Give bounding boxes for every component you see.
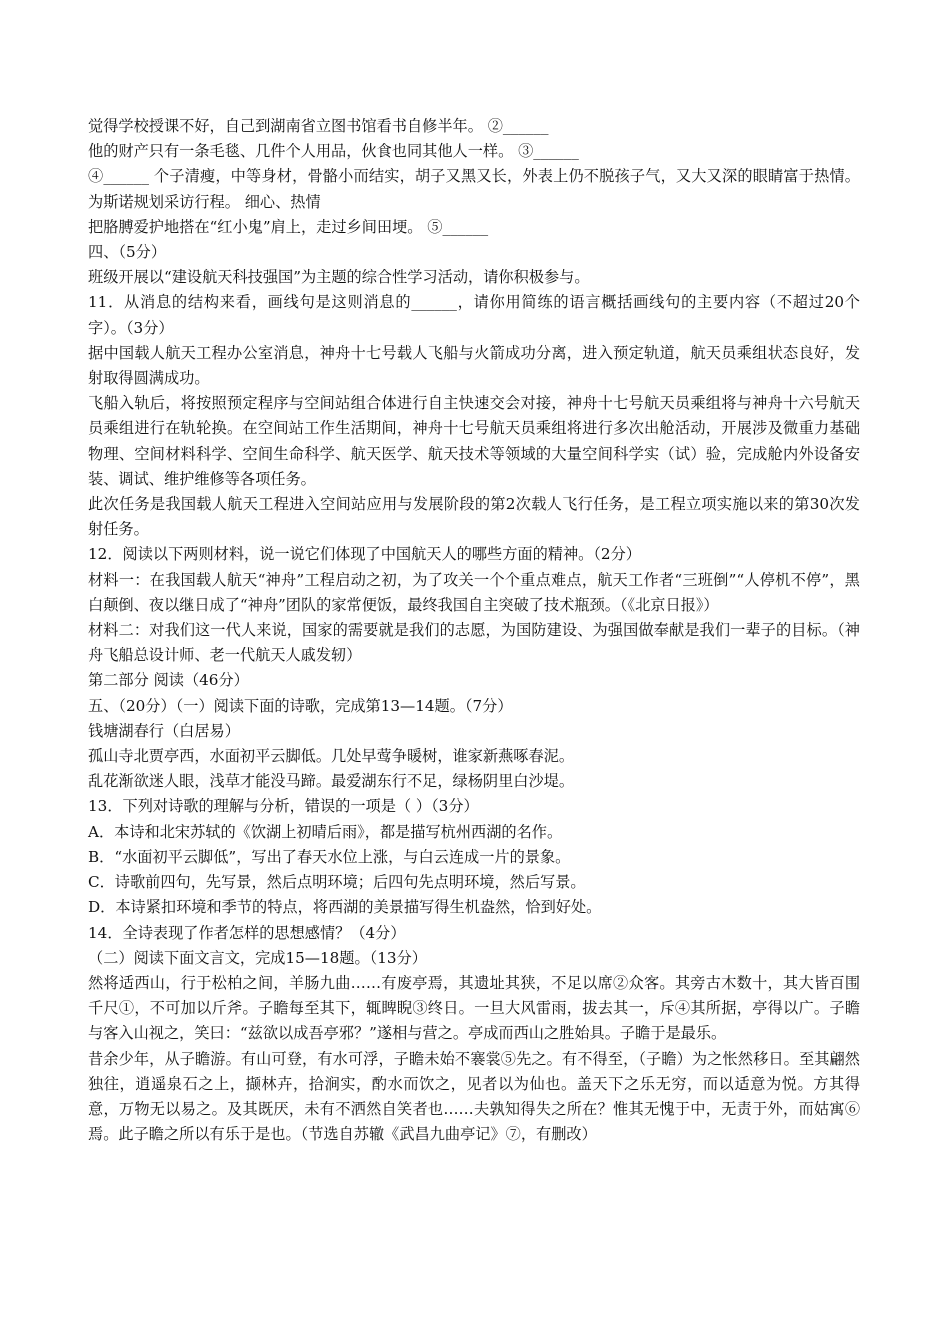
option-a: A．本诗和北宋苏轼的《饮湖上初晴后雨》，都是描写杭州西湖的名作。 (88, 822, 563, 841)
poem-title: 钱塘湖春行（白居易） (88, 721, 240, 740)
news-paragraph: 飞船入轨后，将按照预定程序与空间站组合体进行自主快速交会对接，神舟十七号航天员乘组将与神舟十六号航天员乘组进行在轨轮换。在空间站工作生活期间，神舟十七号航天员乘组将进行多次出舱活动，开展涉及微重力基础物理、空间材料科学、空间生命科学、航天医学、航天技术等领域的大量空间科学实（试）验，完成舱内外设备安装、调试、维护维修等各项任务。 (88, 394, 860, 488)
question-13: 13．下列对诗歌的理解与分析，错误的一项是（ ）（3分） (88, 797, 479, 816)
text-line: 他的财产只有一条毛毯、几件个人用品，伙食也同其他人一样。 ③______ (88, 142, 579, 161)
part-heading: 第二部分 阅读（46分） (88, 671, 249, 690)
text-line: 班级开展以“建设航天科技强国”为主题的综合性学习活动，请你积极参与。 (88, 268, 590, 287)
section-heading: 四、（5分） (88, 243, 167, 262)
text-line: 把胳膊爱护地搭在“红小鬼”肩上，走过乡间田埂。 ⑤______ (88, 217, 489, 236)
poem-line: 乱花渐欲迷人眼，浅草才能没马蹄。最爱湖东行不足，绿杨阴里白沙堤。 (88, 772, 574, 791)
section-heading: 五、（20分）（一）阅读下面的诗歌，完成第13—14题。（7分） (88, 696, 513, 715)
news-paragraph: 此次任务是我国载人航天工程进入空间站应用与发展阶段的第2次载人飞行任务，是工程立项实施以来的第30次发射任务。 (88, 495, 860, 539)
question-12: 12．阅读以下两则材料，说一说它们体现了中国航天人的哪些方面的精神。（2分） (88, 545, 641, 564)
material-one: 材料一：在我国载人航天“神舟”工程启动之初，为了攻关一个个重点难点，航天工作者“三班倒”“人停机不停”，黑白颠倒、夜以继日成了“神舟”团队的家常便饭，最终我国自主突破了技术瓶颈。（《北京日报》） (88, 570, 860, 614)
document-body (88, 114, 860, 1147)
material-two: 材料二：对我们这一代人来说，国家的需要就是我们的志愿，为国防建设、为强国做奉献是我们一辈子的目标。（神舟飞船总设计师、老一代航天人戚发轫） (88, 621, 860, 665)
section-heading: （二）阅读下面文言文，完成15—18题。（13分） (88, 948, 427, 967)
poem-line: 孤山寺北贾亭西，水面初平云脚低。几处早莺争暖树，谁家新燕啄春泥。 (88, 747, 574, 766)
classical-paragraph: 昔余少年，从子瞻游。有山可登，有水可浮，子瞻未始不褰裳⑤先之。有不得至，（子瞻）为之怅然移日。至其翩然独往，逍遥泉石之上，撷林卉，拾涧实，酌水而饮之，见者以为仙也。盖天下之乐无穷，而以适意为悦。方其得意，万物无以易之。及其既厌，未有不洒然自笑者也……夫孰知得失之所在？惟其无愧于中，无责于外，而姑寓⑥焉。此子瞻之所以有乐于是也。（节选自苏辙《武昌九曲亭记》⑦，有删改） (88, 1049, 860, 1144)
classical-paragraph: 然将适西山，行于松柏之间，羊肠九曲……有废亭焉，其遗址其狭，不足以席②众客。其旁古木数十，其大皆百围千尺①，不可加以斤斧。子瞻每至其下，辄睥睨③终日。一旦大风雷雨，拔去其一，斥④其所据，亭得以广。子瞻与客入山视之，笑曰：“兹欲以成吾亭邪？”遂相与营之。亭成而西山之胜始具。子瞻于是最乐。 (88, 973, 860, 1043)
text-line: 觉得学校授课不好，自己到湖南省立图书馆看书自修半年。 ②______ (88, 117, 549, 135)
option-c: C．诗歌前四句，先写景，然后点明环境；后四句先点明环境，然后写景。 (88, 873, 586, 892)
question-11: 11．从消息的结构来看，画线句是这则消息的______，请你用简练的语言概括画线句的主要内容（不超过20个字）。（3分） (88, 293, 860, 337)
option-d: D．本诗紧扣环境和季节的特点，将西湖的美景描写得生机盎然，恰到好处。 (88, 898, 602, 917)
news-paragraph: 据中国载人航天工程办公室消息，神舟十七号载人飞船与火箭成功分离，进入预定轨道，航天员乘组状态良好，发射取得圆满成功。 (88, 343, 860, 388)
question-14: 14．全诗表现了作者怎样的思想感情？（4分） (88, 923, 406, 942)
option-b: B．“水面初平云脚低”，写出了春天水位上涨，与白云连成一片的景象。 (88, 847, 571, 866)
text-line: ④______ 个子清瘦，中等身材，骨骼小而结实，胡子又黑又长，外表上仍不脱孩子气，又大又深的眼睛富于热情。 为斯诺规划采访行程。 细心、热情 (88, 167, 860, 211)
